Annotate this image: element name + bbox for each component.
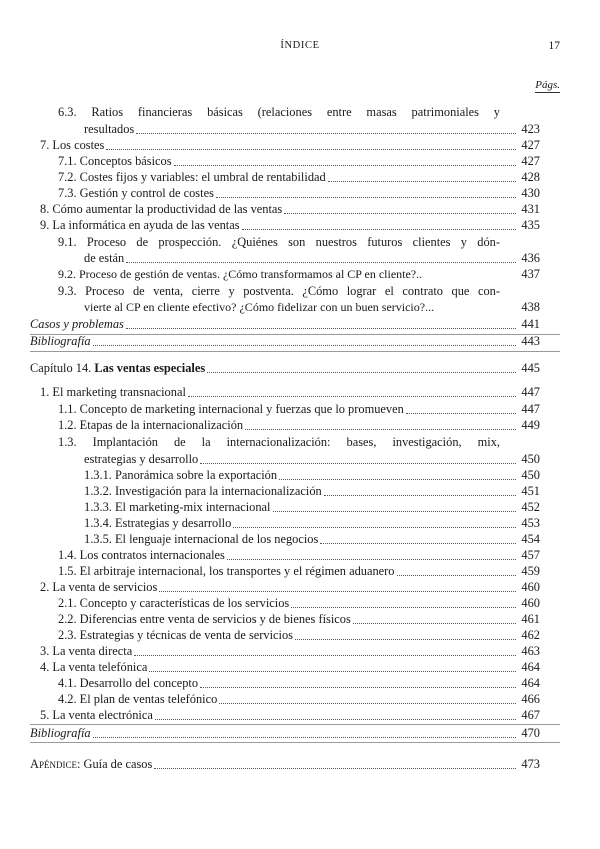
- toc-entry-6-3: resultados 423: [84, 122, 540, 136]
- page-ref: 451: [521, 484, 540, 498]
- toc-entry-6-3-line1: 6.3. Ratios financieras básicas (relaciones entre masas patrimoniales y: [58, 105, 500, 119]
- toc-entry-7-3: 7.3. Gestión y control de costes 430: [58, 186, 540, 200]
- toc-entry-7-2: 7.2. Costes fijos y variables: el umbral de rentabilidad 428: [58, 170, 540, 184]
- toc-entry-14-1-5: 1.5. El arbitraje internacional, los transportes y el régimen aduanero 459: [58, 564, 540, 578]
- page-ref: 436: [521, 251, 540, 265]
- toc-entry-bibliografia-14: Bibliografía 470: [30, 726, 540, 740]
- toc-entry-14-1-3-4: 1.3.4. Estrategias y desarrollo 453: [84, 516, 540, 530]
- page-ref: 430: [521, 186, 540, 200]
- page-ref: 445: [521, 361, 540, 375]
- toc-entry-14-1: 1. El marketing transnacional 447: [40, 385, 540, 399]
- toc-entry-14-1-3: estrategias y desarrollo 450: [84, 452, 540, 466]
- pags-label: Págs.: [535, 79, 560, 91]
- page-ref: 463: [521, 644, 540, 658]
- toc-entry-14-2-2: 2.2. Diferencias entre venta de servicios y de bienes físicos 461: [58, 612, 540, 626]
- page-ref: 473: [521, 757, 540, 771]
- page-ref: 427: [521, 154, 540, 168]
- page-ref: 435: [521, 218, 540, 232]
- page-ref: 460: [521, 580, 540, 594]
- page-ref: 453: [521, 516, 540, 530]
- page-ref: 454: [521, 532, 540, 546]
- toc-entry-apendice: Apéndice: Guía de casos 473: [30, 757, 540, 771]
- page-ref: 460: [521, 596, 540, 610]
- toc-entry-14-4-1: 4.1. Desarrollo del concepto 464: [58, 676, 540, 690]
- toc-chapter-14: Capítulo 14. Las ventas especiales 445: [30, 361, 540, 375]
- toc-entry-7: 7. Los costes 427: [40, 138, 540, 152]
- page-ref: 466: [521, 692, 540, 706]
- page-ref: 464: [521, 676, 540, 690]
- divider: [30, 742, 560, 743]
- page-header: [40, 40, 560, 56]
- toc-entry-9-3: vierte al CP en cliente efectivo? ¿Cómo fidelizar con un buen servicio?... 438: [84, 300, 540, 314]
- toc-entry-9-2: 9.2. Proceso de gestión de ventas. ¿Cómo transformamos al CP en cliente?.. 437: [58, 267, 540, 281]
- page-ref: 427: [521, 138, 540, 152]
- toc-entry-9-3-line1: 9.3. Proceso de venta, cierre y postventa. ¿Cómo lograr el contrato que con-: [58, 284, 500, 298]
- page-ref: 467: [521, 708, 540, 722]
- page-ref: 470: [521, 726, 540, 740]
- page-ref: 441: [521, 317, 540, 331]
- toc-entry-14-1-3-3: 1.3.3. El marketing-mix internacional 452: [84, 500, 540, 514]
- toc-entry-14-3: 3. La venta directa 463: [40, 644, 540, 658]
- toc-entry-7-1: 7.1. Conceptos básicos 427: [58, 154, 540, 168]
- page-ref: 438: [521, 300, 540, 314]
- page-ref: 462: [521, 628, 540, 642]
- toc-entry-8: 8. Cómo aumentar la productividad de las ventas 431: [40, 202, 540, 216]
- toc-entry-14-1-2: 1.2. Etapas de la internacionalización 449: [58, 418, 540, 432]
- page-ref: 450: [521, 452, 540, 466]
- toc-entry-9-1-line1: 9.1. Proceso de prospección. ¿Quiénes son nuestros futuros clientes y dón-: [58, 235, 500, 249]
- page-ref: 431: [521, 202, 540, 216]
- toc-entry-bibliografia-13: Bibliografía 443: [30, 334, 540, 348]
- page-ref: 437: [521, 267, 540, 281]
- page-number: 17: [548, 40, 560, 52]
- toc-entry-14-2: 2. La venta de servicios 460: [40, 580, 540, 594]
- toc-entry-14-4-2: 4.2. El plan de ventas telefónico 466: [58, 692, 540, 706]
- divider: [30, 351, 560, 352]
- toc-entry-14-1-3-1: 1.3.1. Panorámica sobre la exportación 450: [84, 468, 540, 482]
- toc-entry-9: 9. La informática en ayuda de las ventas 435: [40, 218, 540, 232]
- page-ref: 443: [521, 334, 540, 348]
- page-ref: 449: [521, 418, 540, 432]
- running-title: ÍNDICE: [280, 40, 320, 51]
- page-ref: 428: [521, 170, 540, 184]
- toc-entry-14-1-1: 1.1. Concepto de marketing internacional y fuerzas que lo promueven 447: [58, 402, 540, 416]
- toc-entry-14-1-3-line1: 1.3. Implantación de la internacionalización: bases, investigación, mix,: [58, 435, 500, 449]
- toc-entry-14-1-3-5: 1.3.5. El lenguaje internacional de los negocios 454: [84, 532, 540, 546]
- toc-entry-14-1-4: 1.4. Los contratos internacionales 457: [58, 548, 540, 562]
- page-ref: 447: [521, 402, 540, 416]
- toc-entry-14-1-3-2: 1.3.2. Investigación para la internacionalización 451: [84, 484, 540, 498]
- page-ref: 450: [521, 468, 540, 482]
- toc-entry-9-1: de están 436: [84, 251, 540, 265]
- page-ref: 457: [521, 548, 540, 562]
- page-ref: 461: [521, 612, 540, 626]
- toc-entry-14-2-3: 2.3. Estrategias y técnicas de venta de servicios 462: [58, 628, 540, 642]
- page-ref: 459: [521, 564, 540, 578]
- page-ref: 464: [521, 660, 540, 674]
- page-ref: 452: [521, 500, 540, 514]
- toc-entry-14-5: 5. La venta electrónica 467: [40, 708, 540, 722]
- page-ref: 423: [521, 122, 540, 136]
- toc-entry-casos: Casos y problemas 441: [30, 317, 540, 331]
- page-ref: 447: [521, 385, 540, 399]
- toc-entry-14-2-1: 2.1. Concepto y características de los servicios 460: [58, 596, 540, 610]
- toc-entry-14-4: 4. La venta telefónica 464: [40, 660, 540, 674]
